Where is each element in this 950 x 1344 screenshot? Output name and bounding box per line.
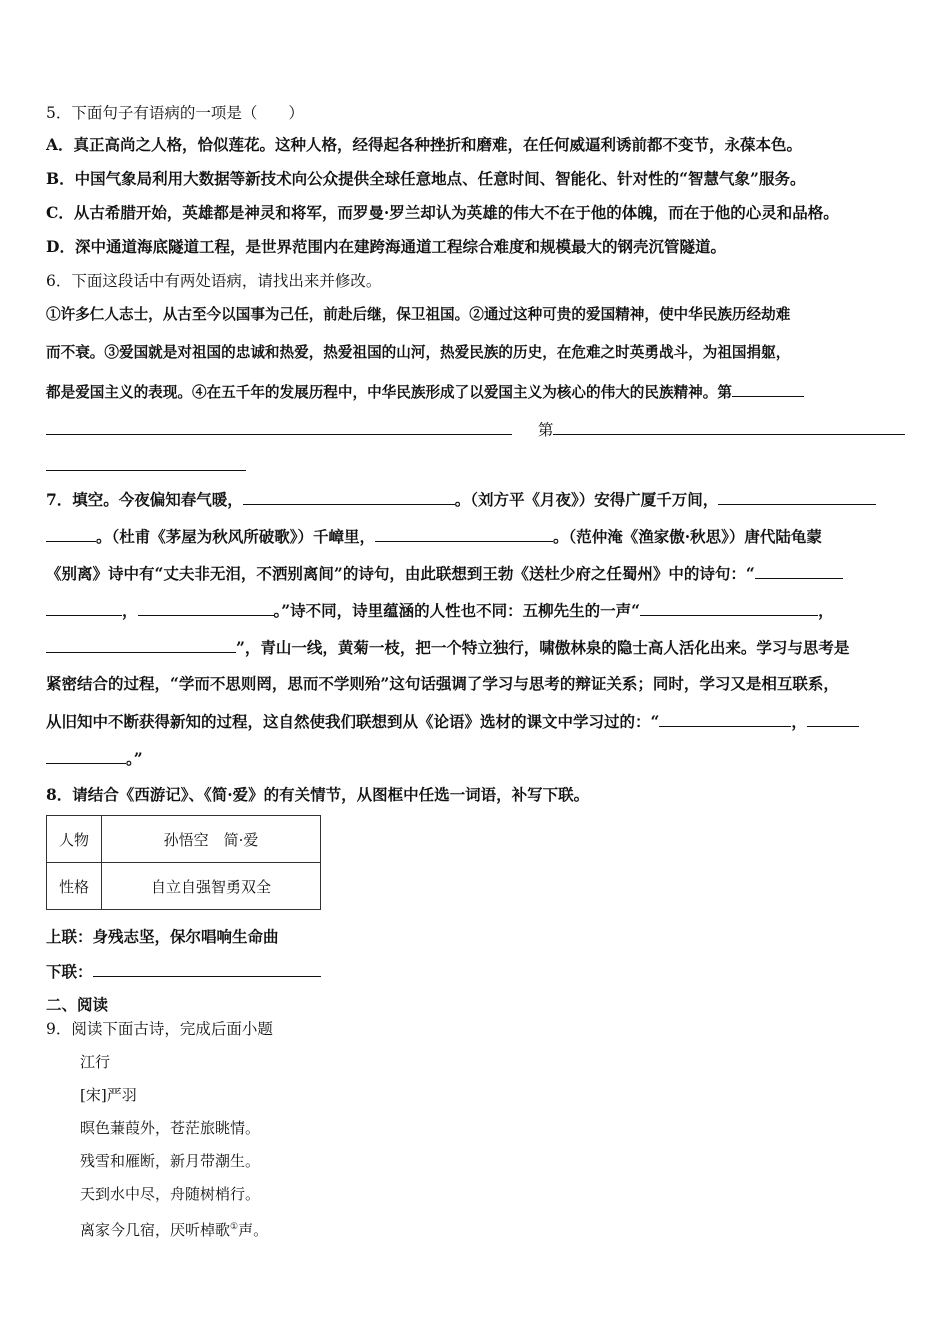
q7-blank-4[interactable]: [755, 562, 843, 579]
section-heading-reading: 二、阅读: [46, 995, 109, 1014]
poem-author: [宋]严羽: [80, 1086, 137, 1104]
q5-option-b: B．中国气象局利用大数据等新技术向公众提供全球任意地点、任意时间、智能化、针对性的“智慧气象”服务。: [46, 169, 806, 188]
q6-stem: 6．下面这段话中有两处语病，请找出来并修改。: [46, 272, 382, 290]
footnote-marker: ①: [230, 1222, 239, 1232]
poem-line-3: 天到水中尽，舟随树梢行。: [80, 1185, 261, 1203]
poem-title: 江行: [80, 1053, 111, 1071]
q6-answer-blank-1[interactable]: [46, 418, 512, 435]
q7-line-3: 《别离》诗中有“丈夫非无泪，不洒别离间”的诗句，由此联想到王勃《送杜少府之任蜀州》中的诗句：“: [46, 562, 843, 585]
q7-line-1: 7．填空。今夜偏知春气暖， 。（刘方平《月夜》）安得广厦千万间，: [46, 488, 876, 511]
table-header-character: 性格: [47, 863, 102, 910]
q6-passage-line-3: 都是爱国主义的表现。④在五千年的发展历程中，中华民族形成了以爱国主义为核心的伟大的民族精神。第: [46, 380, 804, 404]
q7-line-6: 紧密结合的过程，“学而不思则罔，思而不学则殆”这句话强调了学习与思考的辩证关系；同时，学习又是相互联系，: [46, 674, 839, 693]
q7-blank-6[interactable]: [640, 599, 818, 616]
q7-blank-7[interactable]: [46, 636, 236, 653]
poem-line-1: 暝色蒹葭外，苍茫旅眺情。: [80, 1119, 261, 1137]
q8-lower-blank[interactable]: [93, 960, 321, 977]
q9-stem: 9．阅读下面古诗，完成后面小题: [46, 1020, 273, 1038]
table-row: [47, 863, 321, 910]
poem-line-4: 离家今几宿，厌听棹歌①声。: [80, 1221, 269, 1239]
q6-answer-blank-2[interactable]: [553, 418, 905, 435]
q7-blank-2[interactable]: [718, 488, 876, 505]
q7-line-8: 。”: [46, 747, 143, 770]
q5-option-d: D．深中通道海底隧道工程，是世界范围内在建跨海通道工程综合难度和规模最大的钢壳沉管隧道。: [46, 237, 726, 256]
q7-blank-3[interactable]: [375, 525, 553, 542]
q8-upper-couplet: 上联：身残志坚，保尔唱响生命曲: [46, 927, 279, 946]
q7-blank-9[interactable]: [807, 710, 859, 727]
table-value-character: 自立自强智勇双全: [102, 863, 321, 910]
q7-blank-8[interactable]: [659, 710, 791, 727]
q6-passage-line-1: ①许多仁人志士，从古至今以国事为己任，前赴后继，保卫祖国。②通过这种可贵的爱国精神，使中华民族历经劫难: [46, 306, 791, 323]
table-value-person: 孙悟空 简·爱: [102, 816, 321, 863]
q8-word-table: [46, 815, 321, 910]
q8-stem: 8．请结合《西游记》、《简·爱》的有关情节，从图框中任选一词语，补写下联。: [46, 785, 590, 804]
q7-line-7: 从旧知中不断获得新知的过程，这自然使我们联想到从《论语》选材的课文中学习过的：“ ，: [46, 710, 859, 733]
q7-line-5: ”，青山一线，黄菊一枝，把一个特立独行，啸傲林泉的隐士高人活化出来。学习与思考是: [46, 636, 849, 659]
q7-blank-5[interactable]: [138, 599, 274, 616]
q6-answer-line-2: [46, 454, 246, 477]
table-row: [47, 816, 321, 863]
q6-answer-blank-3[interactable]: [46, 454, 246, 471]
q5-stem: 5．下面句子有语病的一项是（ ）: [46, 104, 304, 122]
q5-option-c: C．从古希腊开始，英雄都是神灵和将军，而罗曼·罗兰却认为英雄的伟大不在于他的体魄，而在于他的心灵和品格。: [46, 203, 839, 222]
q7-line-4: ， 。”诗不同，诗里蕴涵的人性也不同：五柳先生的一声“ ，: [46, 599, 834, 622]
q8-lower-couplet: 下联：: [46, 960, 321, 983]
table-header-person: 人物: [47, 816, 102, 863]
q7-blank-1[interactable]: [243, 488, 455, 505]
q5-option-a: A．真正高尚之人格，恰似莲花。这种人格，经得起各种挫折和磨难，在任何威逼利诱前都不变节，永葆本色。: [46, 135, 803, 154]
poem-line-2: 残雪和雁断，新月带潮生。: [80, 1152, 261, 1170]
q6-answer-line-1: 第: [46, 418, 905, 441]
q7-line-2: 。（杜甫《茅屋为秋风所破歌》）千嶂里， 。（范仲淹《渔家傲·秋思》）唐代陆龟蒙: [46, 525, 822, 548]
q6-passage-line-2: 而不衰。③爱国就是对祖国的忠诚和热爱，热爱祖国的山河，热爱民族的历史，在危难之时英勇战斗，为祖国捐躯，: [46, 344, 791, 361]
